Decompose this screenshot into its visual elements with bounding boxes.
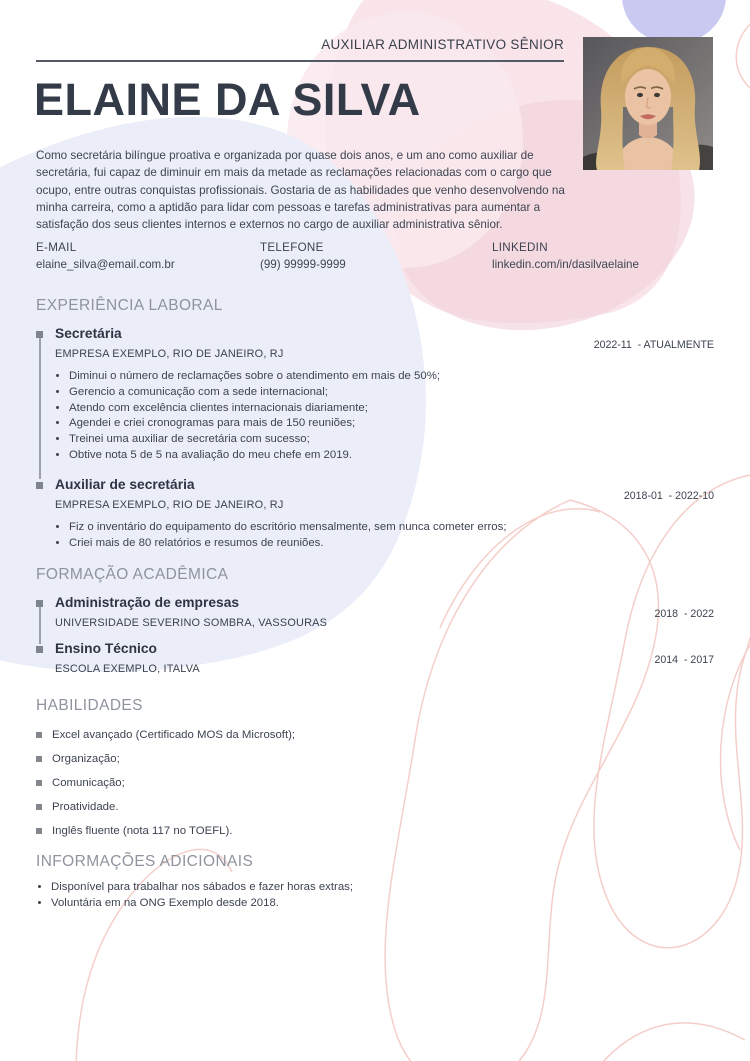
entry-bullet: • Criei mais de 80 relatórios e resumos de reuniões.	[69, 536, 714, 552]
section-skills	[36, 697, 714, 838]
skill-label: Comunicação;	[52, 777, 125, 790]
experience-section-title: EXPERIÊNCIA LABORAL	[36, 297, 223, 314]
skills-section-title: HABILIDADES	[36, 697, 143, 715]
square-bullet-icon	[36, 732, 42, 738]
entry-title: Administração de empresas	[55, 595, 240, 611]
timeline-square-marker	[36, 600, 43, 607]
portrait-illustration	[583, 37, 713, 170]
entry-dates: 2014 - 2017	[654, 654, 714, 667]
additional-info-list	[36, 880, 714, 911]
timeline-square-marker	[36, 482, 43, 489]
section-experience	[36, 297, 714, 551]
entry-title: Auxiliar de secretária	[55, 476, 195, 492]
skill-label: Excel avançado (Certificado MOS da Microsoft);	[52, 729, 296, 742]
entry-organization: ESCOLA EXEMPLO, ITALVA	[55, 663, 200, 676]
skill-item	[36, 728, 714, 742]
square-bullet-icon	[36, 804, 42, 810]
skill-item	[36, 752, 714, 766]
timeline-square-marker	[36, 646, 43, 653]
role-title: AUXILIAR ADMINISTRATIVO SÊNIOR	[321, 37, 564, 52]
entry-bullet: • Diminui o número de reclamações sobre o atendimento em mais de 50%;	[69, 369, 714, 385]
email-value[interactable]: elaine_silva@email.com.br	[36, 258, 175, 271]
entry-title: Secretária	[55, 326, 122, 341]
education-section-title: FORMAÇÃO ACADÊMICA	[36, 566, 229, 584]
contact-phone	[260, 241, 346, 271]
phone-label: TELEFONE	[260, 241, 324, 254]
entry-dates: 2022-11 - ATUALMENTE	[593, 339, 714, 351]
entry-dates: 2018 - 2022	[654, 608, 714, 621]
additional-item: • Voluntária em na ONG Exemplo desde 2018.	[51, 896, 714, 912]
profile-photo	[583, 37, 713, 170]
section-education	[36, 566, 714, 675]
contact-row	[36, 241, 714, 281]
square-bullet-icon	[36, 756, 42, 762]
contact-linkedin	[492, 241, 639, 271]
linkedin-value[interactable]: linkedin.com/in/dasilvaelaine	[492, 258, 639, 271]
additional-item: • Disponível para trabalhar nos sábados e fazer horas extras;	[51, 880, 714, 896]
header-divider	[36, 60, 564, 62]
entry-bullets	[55, 520, 714, 552]
linkedin-label: LINKEDIN	[492, 241, 548, 254]
timeline-entry	[36, 326, 714, 464]
skill-label: Organização;	[52, 753, 120, 766]
skill-label: Inglês fluente (nota 117 no TOEFL).	[52, 825, 233, 838]
summary-paragraph: Como secretária bilíngue proativa e organizada por quase dois anos, e um ano como auxiliar de secretária, fui capaz de diminuir em mais da metade as reclamações relacionadas com o cargo que ocupo, entre outras conquistas profissionais. Gostaria de as habilidades que venho desenvolvendo na minha carreira, como a aptidão para lidar com pessoas e tarefas administrativas para aumentar a satisfação dos seus clientes internos e externos no cargo de auxiliar administrativa sênior.	[36, 149, 565, 232]
square-bullet-icon	[36, 828, 42, 834]
section-additional-info	[36, 853, 714, 911]
additional-section-title: INFORMAÇÕES ADICIONAIS	[36, 853, 254, 871]
entry-organization: EMPRESA EXEMPLO, RIO DE JANEIRO, RJ	[55, 348, 284, 360]
entry-bullet: • Fiz o inventário do equipamento do escritório mensalmente, sem nunca cometer erros;	[69, 520, 714, 536]
entry-bullet: • Atendo com excelência clientes internacionais diariamente;	[69, 401, 714, 417]
entry-bullets	[55, 369, 714, 464]
person-name: ELAINE DA SILVA	[34, 74, 421, 125]
skill-item	[36, 824, 714, 838]
timeline-entry	[36, 595, 714, 629]
entry-title: Ensino Técnico	[55, 641, 157, 657]
phone-value: (99) 99999-9999	[260, 258, 346, 271]
entry-bullet: • Obtive nota 5 de 5 na avaliação do meu chefe em 2019.	[69, 448, 714, 464]
entry-bullet: • Treinei uma auxiliar de secretária com sucesso;	[69, 432, 714, 448]
skill-item	[36, 800, 714, 814]
sections-container	[36, 297, 714, 911]
experience-entries	[36, 326, 714, 551]
timeline-entry	[36, 641, 714, 675]
skill-list	[36, 728, 714, 838]
entry-organization: EMPRESA EXEMPLO, RIO DE JANEIRO, RJ	[55, 498, 284, 511]
entry-bullet: • Agendei e criei cronogramas para mais de 150 reuniões;	[69, 416, 714, 432]
skill-item	[36, 776, 714, 790]
email-label: E-MAIL	[36, 241, 77, 254]
entry-bullet: • Gerencio a comunicação com a sede internacional;	[69, 385, 714, 401]
timeline-entry	[36, 477, 714, 552]
contact-email	[36, 241, 175, 271]
timeline-square-marker	[36, 331, 43, 338]
square-bullet-icon	[36, 780, 42, 786]
education-entries	[36, 595, 714, 675]
entry-dates: 2018-01 - 2022-10	[623, 489, 714, 502]
entry-organization: UNIVERSIDADE SEVERINO SOMBRA, VASSOURAS	[55, 617, 328, 630]
skill-label: Proatividade.	[52, 801, 119, 814]
